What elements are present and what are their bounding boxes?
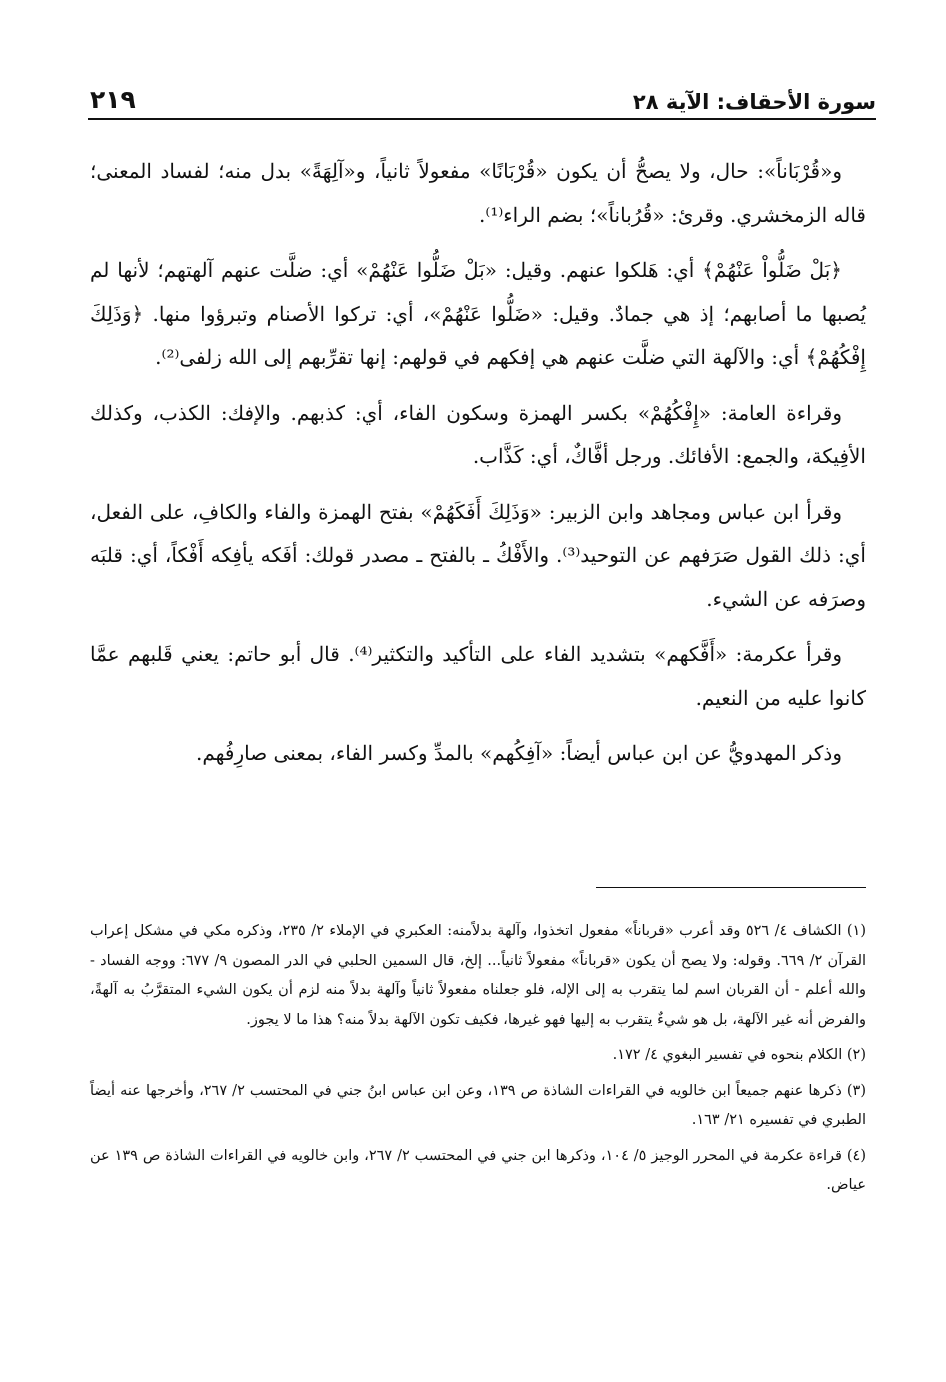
footnote: (١) الكشاف ٤/ ٥٢٦ وقد أعرب «قرباناً» مفعول اتخذوا، وآلهة بدلاًمنه: العكبري في الإملاء ٢/ ٢٣٥، وذكره مكي في مشكل إعراب القرآن ٢/ ٦٦٩. وقوله: ولا يصح أن يكون «قرباناً» مفعولاً ثانياً... إلخ، قال السمين الحلبي في الدر المصون ٩/ ٦٧٧: ووجه الفساد - والله أعلم - أن القربان اسم لما يتقرب به إلى الإله، فلو جعلناه مفعولاً ثانياً وآلهة بدلاً منه لزم أن يكون الشيء المتقرَّبُ به آلهةً، والفرض أنه غير الآلهة، بل هو شيءٌ يتقرب به إليها فهو غيرها، فكيف تكون الآلهة بدلاً منه؟ هذا ما لا يجوز.: [90, 923, 867, 1028]
body-paragraph: وقراءة العامة: «إِفْكُهُمْ» بكسر الهمزة وسكون الفاء، أي: كذبهم. والإفك: الكذب، وكذلك الأفِيكة، والجمع: الأفائك. ورجل أفَّاكٌ، أي: كَذَّاب.: [90, 400, 866, 468]
page-number: ٢١٩: [90, 85, 136, 114]
footnote: (٣) ذكرها عنهم جميعاً ابن خالويه في القراءات الشاذة ص ١٣٩، وعن ابن عباس ابنُ جني في المحتسب ٢/ ٢٦٧، وأخرجها عنه أيضاً الطبري في تفسيره ٢١/ ١٦٣.: [90, 1082, 866, 1128]
body-text: [90, 150, 866, 788]
footnote-separator: [596, 887, 866, 888]
body-paragraph: و«قُرْبَاناً»: حال، ولا يصحُّ أن يكون «قُرْبَانًا» مفعولاً ثانياً، و«آلِهَةً» بدل منه؛ لفساد المعنى؛ قاله الزمخشري. وقرئ: «قُرُباناً»؛ بضم الراء⁽¹⁾.: [90, 159, 866, 227]
body-paragraph: ﴿بَلْ ضَلُّواْ عَنْهُمْ﴾ أي: هَلكوا عنهم. وقيل: «بَلْ ضَلُّوا عَنْهُمْ» أي: ضلَّت عنهم آلهتهم؛ لأنها لم يُصبها ما أصابهم؛ إذ هي جمادٌ. وقيل: «ضَلُّوا عَنْهُمْ»، أي: تركوا الأصنام وتبرؤوا منها. ﴿وَذَلِكَ إِفْكُهُمْ﴾ أي: والآلهة التي ضلَّت عنهم هي إفكهم في قولهم: إنها تقرِّبهم إلى الله زلفى⁽²⁾.: [90, 258, 866, 369]
header-rule: [88, 118, 876, 120]
body-paragraph: وذكر المهدويُّ عن ابن عباس أيضاً: «آفِكُهم» بالمدِّ وكسر الفاء، بمعنى صارِفُهم.: [196, 741, 842, 765]
body-paragraph: وقرأ عكرمة: «أَفَّكهم» بتشديد الفاء على التأكيد والتكثير⁽⁴⁾. قال أبو حاتم: يعني قَلبهم عمَّا كانوا عليه من النعيم.: [90, 642, 866, 710]
footnotes: [90, 917, 866, 1207]
footnote: (٤) قراءة عكرمة في المحرر الوجيز ٥/ ١٠٤، وذكرها ابن جني في المحتسب ٢/ ٢٦٧، وابن خالويه في القراءات الشاذة ص ١٣٩ عن عياض.: [90, 1147, 867, 1193]
body-paragraph: وقرأ ابن عباس ومجاهد وابن الزبير: «وَذَلِكَ أَفَكَهُمْ» بفتح الهمزة والفاء والكافِ، على الفعل، أي: ذلك القول صَرَفهم عن التوحيد⁽³⁾. والأَفْكُ ـ بالفتح ـ مصدر قولك: أفَكه يأفِكه أَفْكاً، أي: قلبَه وصرَفه عن الشيء.: [90, 499, 866, 611]
surah-title: سورة الأحقاف: الآية ٢٨: [632, 90, 876, 114]
footnote: (٢) الكلام بنحوه في تفسير البغوي ٤/ ١٧٢.: [612, 1047, 866, 1063]
running-header: [90, 78, 876, 114]
